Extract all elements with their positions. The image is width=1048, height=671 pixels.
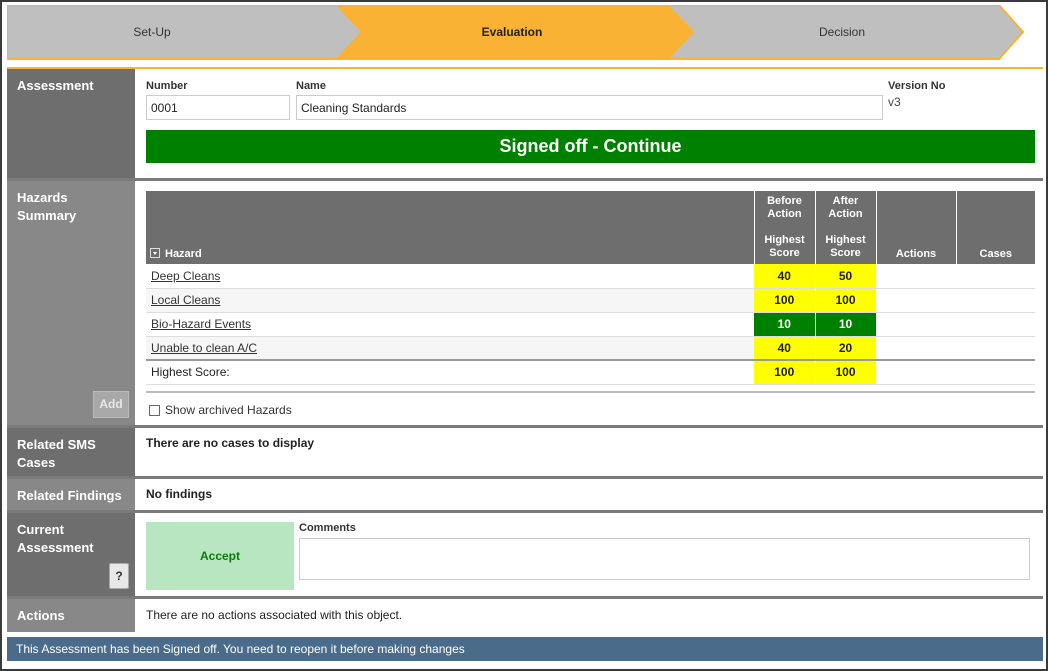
before-score-cell: 10 [754,312,815,336]
signed-off-notice: This Assessment has been Signed off. You need to reopen it before making changes [7,637,1043,661]
cases-cell [956,288,1035,312]
no-cases-message: There are no cases to display [146,436,315,450]
name-label: Name [296,80,326,92]
assessment-content [135,69,1043,178]
comments-field[interactable] [299,538,1030,580]
highest-score-row [146,360,1035,384]
step-evaluation[interactable]: Evaluation [481,25,543,39]
version-label: Version No [888,80,946,92]
show-archived-checkbox[interactable] [149,403,292,417]
hazards-section [7,178,1043,425]
cases-cell [956,336,1035,360]
actions-cell [876,288,956,312]
highest-before-cell: 100 [754,360,815,384]
related-cases-content [135,428,1043,476]
hazards-table [146,191,1035,385]
after-score-cell: 50 [815,264,876,288]
column-menu-icon[interactable] [150,248,160,258]
hazard-link[interactable]: Local Cleans [151,293,221,307]
highest-score-label: Highest Score: [146,360,754,384]
show-archived-label: Show archived Hazards [165,403,292,417]
comments-label: Comments [299,522,356,534]
before-score-cell: 40 [754,336,815,360]
table-row [146,312,1035,336]
related-findings-section [7,476,1043,510]
no-actions-message: There are no actions associated with this object. [146,608,403,622]
table-row [146,336,1035,360]
hazards-content [135,181,1043,425]
after-highest-text: Highest Score [825,234,866,259]
related-cases-label: Related SMS Cases [7,428,135,476]
current-assessment-content [135,513,1043,596]
after-action-header[interactable] [815,191,876,264]
divider [146,391,1035,393]
hazard-link[interactable]: Unable to clean A/C [151,340,258,355]
cases-cell [956,264,1035,288]
before-action-header[interactable] [754,191,815,264]
before-score-cell: 40 [754,264,815,288]
help-button[interactable]: ? [109,563,129,589]
hazard-link[interactable]: Deep Cleans [151,268,221,283]
hazard-name-cell [146,336,754,360]
current-assessment-label: Current Assessment [7,513,135,596]
hazard-name-cell [146,312,754,336]
actions-section [7,596,1043,632]
assessment-label: Assessment [7,69,135,178]
version-value: v3 [888,95,901,109]
related-findings-content [135,479,1043,510]
actions-cell [876,264,956,288]
table-row [146,288,1035,312]
checkbox-icon[interactable] [149,405,160,416]
after-score-cell: 100 [815,288,876,312]
after-score-cell: 20 [815,336,876,360]
after-score-cell: 10 [815,312,876,336]
highest-after-cell: 100 [815,360,876,384]
wizard-steps [7,5,1027,60]
current-assessment-section [7,510,1043,596]
cases-cell [956,312,1035,336]
hazard-name-cell [146,264,754,288]
step-decision[interactable]: Decision [818,25,866,39]
hazards-label: Hazards Summary [7,181,135,425]
step-setup[interactable]: Set-Up [133,25,171,39]
hazard-column-header[interactable] [146,191,754,264]
add-hazard-button[interactable]: Add [93,391,129,418]
hazard-header-text: Hazard [165,248,202,260]
signed-off-continue-button[interactable]: Signed off - Continue [146,130,1035,163]
actions-cell [876,336,956,360]
cases-cell [956,360,1035,384]
actions-content [135,599,1043,632]
related-findings-label: Related Findings [7,479,135,510]
after-action-text: After Action [828,195,863,220]
actions-column-header[interactable]: Actions [876,191,956,264]
accept-button[interactable]: Accept [146,522,294,590]
name-field[interactable]: Cleaning Standards [296,95,883,120]
number-label: Number [146,80,188,92]
actions-cell [876,360,956,384]
related-cases-section [7,425,1043,476]
cases-column-header[interactable]: Cases [956,191,1035,264]
actions-cell [876,312,956,336]
before-highest-text: Highest Score [764,234,805,259]
before-action-text: Before Action [767,195,802,220]
actions-label: Actions [7,599,135,632]
table-row [146,264,1035,288]
hazards-header-row [146,191,1035,264]
before-score-cell: 100 [754,288,815,312]
number-field[interactable]: 0001 [146,95,290,120]
hazard-link[interactable]: Bio-Hazard Events [151,317,252,331]
assessment-section [7,67,1043,178]
no-findings-message: No findings [146,487,212,501]
hazard-name-cell [146,288,754,312]
